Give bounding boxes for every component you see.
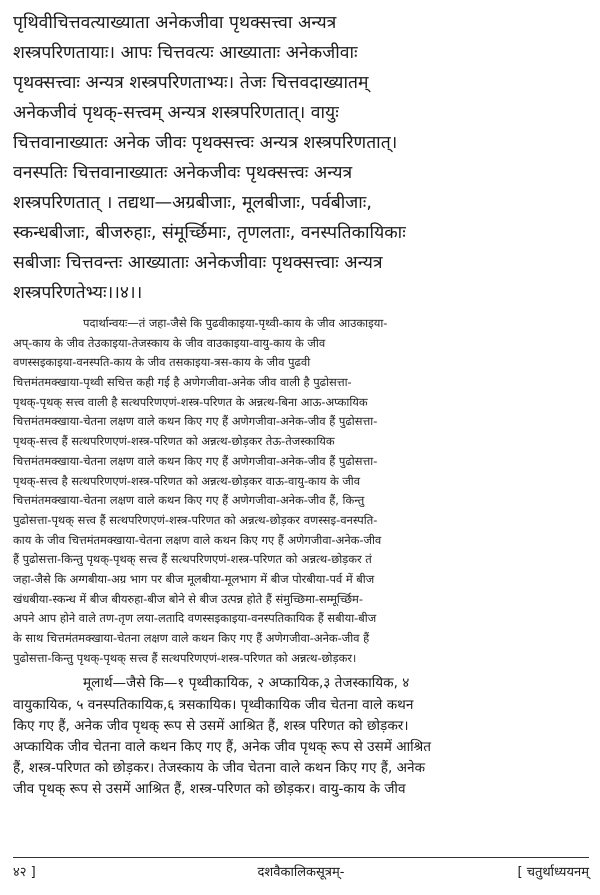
meaning-line: अप्कायिक जीव चेतना वाले कथन किए गए हैं, अनेक जीव पृथक् रूप से उसमें आश्रित	[13, 738, 432, 755]
gloss-line: पुढोसत्ता-पृथक् सत्त्व हैं सत्थपरिणएणं-शस्त्र-परिणत को अन्नत्थ-छोड़कर वणस्सइ-वनस्पति-	[13, 512, 378, 527]
gloss-line: पदार्थान्वयः—तं जहा-जैसे कि पुढवीकाइया-पृथ्वी-काय के जीव आउकाइया-	[83, 316, 388, 330]
gloss-line: पुढोसत्ता-किन्तु पृथक्-पृथक् सत्त्व हैं सत्थपरिणएणं-शस्त्र-परिणत को अन्नत्थ-छोड़कर।	[13, 650, 357, 665]
sutra-line: पृथिवीचित्तवत्याख्याता अनेकजीवा पृथक्सत्त्वा अन्यत्र	[13, 13, 337, 33]
meaning-line: किए गए हैं, अनेक जीव पृथक् रूप से उसमें आश्रित हैं, शस्त्र परिणत को छोड़कर।	[13, 717, 409, 734]
sutra-line: पृथक्सत्त्वाः अन्यत्र शस्त्रपरिणताभ्यः। तेजः चित्तवदाख्यातम्	[13, 73, 369, 93]
gloss-line: काय के जीव चित्तमंतमक्खाया-चेतना लक्षण वाले कथन किए गए हैं अणेगजीवा-अनेक-जीव	[13, 532, 382, 547]
gloss-line: वणस्सइकाइया-वनस्पति-काय के जीव तसकाइया-त्रस-काय के जीव पुढवी	[13, 355, 311, 370]
gloss-line: खंधबीया-स्कन्ध में बीज बीयरुहा-बीज बोने से बीज उत्पन्न होते हैं संमुच्छिमा-सम्मूर्च्छिम-	[13, 591, 363, 606]
word-gloss-section	[13, 314, 589, 668]
gloss-line: हैं पुढोसत्ता-किन्तु पृथक्-पृथक् सत्त्व हैं सत्थपरिणएणं-शस्त्र-परिणत को अन्नत्थ-छोड़कर तं	[13, 552, 372, 567]
gloss-line: पृथक्-सत्त्व हैं सत्थपरिणएणं-शस्त्र-परिणत को अन्नत्थ-छोड़कर तेऊ-तेजस्कायिक	[13, 434, 335, 449]
meaning-line: जीव पृथक् रूप से उसमें आश्रित हैं, शस्त्र-परिणत को छोड़कर। वायु-काय के जीव	[13, 781, 406, 798]
gloss-line: चित्तमंतमक्खाया-चेतना लक्षण वाले कथन किए गए हैं अणेगजीवा-अनेक-जीव हैं पुढोसत्ता-	[13, 414, 378, 429]
page-footer	[13, 861, 589, 885]
meaning-section	[13, 673, 589, 800]
gloss-line: अपने आप होने वाले तण-तृण लया-लतादि वणस्सइकाइया-वनस्पतिकायिक हैं सबीया-बीज	[13, 611, 377, 626]
sutra-line: सबीजाः चित्तवन्तः आख्याताः अनेकजीवाः पृथक्सत्त्वाः अन्यत्र	[13, 253, 383, 273]
gloss-line: पृथक्-सत्त्व है सत्थपरिणएणं-शस्त्र-परिणत को अन्नत्थ-छोड़कर वाऊ-वायु-काय के जीव	[13, 473, 361, 488]
page-number: ४२ ]	[13, 865, 36, 880]
gloss-line: के साथ चित्तमंतमक्खाया-चेतना लक्षण वाले कथन किए गए हैं अणेगजीवा-अनेक-जीव हैं	[13, 631, 370, 645]
gloss-line: चित्तमंतमक्खाया-चेतना लक्षण वाले कथन किए गए हैं अणेगजीवा-अनेक-जीव हैं पुढोसत्ता-	[13, 453, 378, 468]
gloss-line: पृथक्-पृथक् सत्त्व वाली है सत्थपरिणएणं-शस्त्र-परिणत के अन्नत्थ-बिना आऊ-अप्कायिक	[13, 394, 368, 409]
sutra-line: शस्त्रपरिणतायाः। आपः चित्तवत्यः आख्याताः अनेकजीवाः	[13, 43, 358, 63]
meaning-line: हैं, शस्त्र-परिणत को छोड़कर। तेजस्काय के जीव चेतना वाले कथन किए गए हैं, अनेक	[13, 760, 426, 777]
sutra-text	[13, 8, 589, 308]
gloss-line: चित्तमंतमक्खाया-पृथ्वी सचित्त कही गई है अणेगजीवा-अनेक जीव वाली है पुढोसत्ता-	[13, 375, 352, 390]
sutra-line: चित्तवानाख्यातः अनेक जीवः पृथक्सत्त्वः अन्यत्र शस्त्रपरिणतात्।	[13, 133, 398, 153]
meaning-line: मूलार्थ—जैसे कि—१ पृथ्वीकायिक, २ अप्कायिक,३ तेजस्कायिक, ४	[83, 675, 410, 692]
sutra-line: शस्त्रपरिणतेभ्यः।।४।।	[13, 283, 143, 303]
gloss-line: जहा-जैसे कि अग्गबीया-अग्र भाग पर बीज मूलबीया-मूलभाग में बीज पोरबीया-पर्व में बीज	[13, 571, 375, 586]
meaning-line: वायुकायिक, ५ वनस्पतिकायिक,६ त्रसकायिक। पृथ्वीकायिक जीव चेतना वाले कथन	[13, 696, 414, 713]
footer-divider	[13, 857, 589, 858]
sutra-line: अनेकजीवं पृथक्-सत्त्वम् अन्यत्र शस्त्रपरिणतात्। वायुः	[13, 103, 339, 123]
gloss-line: अप्-काय के जीव तेउकाइया-तेजस्काय के जीव वाउकाइया-वायु-काय के जीव	[13, 335, 326, 350]
sutra-line: वनस्पतिः चित्तवानाख्यातः अनेकजीवः पृथक्सत्त्वः अन्यत्र	[13, 163, 353, 183]
sutra-line: शस्त्रपरिणतात् । तद्यथा—अग्रबीजाः, मूलबीजाः, पर्वबीजाः,	[13, 193, 372, 213]
sutra-line: स्कन्धबीजाः, बीजरुहाः, संमूर्च्छिमाः, तृणलताः, वनस्पतिकायिकाः	[13, 223, 406, 243]
book-title: दशवैकालिकसूत्रम्-	[257, 865, 345, 880]
page-body	[13, 8, 589, 801]
chapter-title: [ चतुर्थाध्ययनम्	[517, 865, 589, 880]
gloss-line: चित्तमंतमक्खाया-चेतना लक्षण वाले कथन किए गए हैं अणेगजीवा-अनेक-जीव हैं, किन्तु	[13, 493, 365, 508]
